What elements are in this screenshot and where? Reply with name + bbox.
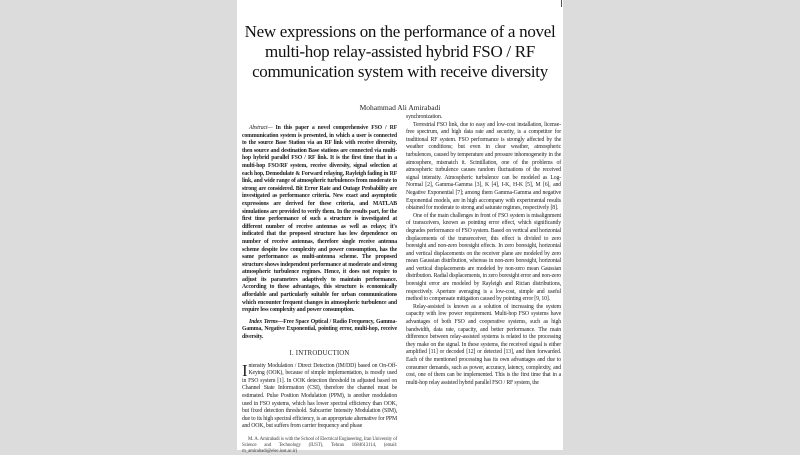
dropcap: I [242,360,248,380]
paper-title: New expressions on the performance of a novel multi-hop relay-assisted hybrid FSO / RF communication system with receive diversity [244,22,556,81]
page-edge-mark [561,0,562,7]
intro-paragraph [242,360,397,431]
index-terms [242,319,397,342]
paragraph: One of the main challenges in front of FSO system is misalignment of transceivers, known as pointing error effect, which significantly degrades performance of FSO system. Based on vertical and horizontal displacements of the transreceiver, this effect is divided to zero boresight and non-zero boresight effects. In zero boresight, horizontal and vertical displacements on the receiver plane are modeled by zero mean Gaussian distribution, whereas in non-zero boresight, horizontal and vertical displacements are modeled by non-zero mean Gaussian distribution. Radial displacements, in zero boresight error and non-zero boresight error are modeled by Rayleigh and Rician distributions, respectively. Aperture averaging is a low-cost, simple and useful method to compensate mitigation caused by pointing error [9, 10]. [406,212,561,303]
paragraph: synchronization. [406,114,443,120]
document-page [237,0,563,454]
paragraph: Relay-assisted is known as a solution of increasing the system capacity with low power requirement. Multi-hop FSO systems have advantages of both FSO and cooperative systems, such as high bandwidth, data rate, capacity, and better performance. The main difference between relay-assisted systems is related to the processing they make on the signal. In these systems, the received signal is either amplified [11] or decoded [12] or detected [13], and then forwarded. Each of the mentioned processing has its own advantages and due to consumer demands, such as power, accuracy, latency, complexity, and cost, one of them can be implemented. This is the first time that in a multi-hop relay assisted hybrid parallel FSO / RF system, the [406,303,561,386]
index-terms-label: Index Terms— [249,318,284,325]
left-column [242,125,397,455]
abstract-text: In this paper a novel comprehensive FSO / RF communication system is presented, in which a user is connected to the source Base Station via an RF link with receive diversity, then source and destination Base stations are connected via multi-hop hybrid parallel FSO / RF link. It is the first time that in a multi-hop FSO/RF system, receive diversity, signal selection at each hop, Demodulate & Forward relaying, Rayleigh fading in RF link, and wide range of atmospheric turbulences from moderate to strong are considered. Bit Error Rate and Outage Probability are investigated as performance criteria. New exact and asymptotic expressions are derived for these criteria, and MATLAB simulations are provided to verify them. In the results part, for the first time performance of such a structure is investigated at different number of receive antennas as well as relays; it's indicated that the proposed structure has low dependence on number of receive antennas, therefore single receive antenna scheme despite low complexity and power consumption, has the same performance as multi-antenna scheme. The proposed structure shows independent performance at moderate and strong atmospheric turbulence regimes. Hence, it does not require to adjust its parameters adaptively to maintain performance. According to these advantages, this structure is economically affordable and particularly suitable for urban communications which encounter frequent changes in atmospheric turbulence and require less complexity and power consumption. [242,125,397,314]
intro-text: ntensity Modulation / Direct Detection (IM/DD) based on On-Off-Keying (OOK), because of simple implementation, is mostly used in FSO system [1]. In OOK detection threshold in adjusted based on Channel State Information (CSI), therefore the channel must be estimated. Pulse Position Modulation (PPM), is another modulation used in FSO systems, which has lower spectral efficiency than OOK, but fixed detection threshold. Subcarrier Intensity Modulation (SIM), due to its high spectral efficiency, is an appropriate alternative for PPM and OOK, but suffers from carrier frequency and phase [242,362,397,430]
footnote: M. A. Amirabadi is with the School of Electrical Engineering, Iran University of Science and Technology (IUST), Tehran 1684613114, (email: m_amirabadi@elec.iust.ac.ir) [242,436,397,454]
right-column [406,114,561,387]
abstract [242,125,397,315]
paper-author: Mohammad Ali Amirabadi [359,103,441,112]
paragraph: Terrestrial FSO link, due to easy and low-cost installation, license-free spectrum, and high data rate and security, is a competitor for traditional RF system. FSO performance is strongly affected by the weather conditions; but even in clear weather, atmospheric turbulences, caused by temperature and pressure inhomogeneity in the atmosphere, mismatch it. Scintillation, one of the problems of atmospheric turbulence causes random fluctuations of the received signal intensity. Atmospheric turbulence can be modeled as Log-Normal [2], Gamma-Gamma [3], K [4], I-K, H-K [5], M [6], and Negative Exponential [7]; among them Gamma-Gamma and negative Exponential models, are in high accompany with experimental results obtained for moderate to strong and saturate regimes, respectively [8]. [406,121,561,212]
section-heading: I. INTRODUCTION [289,349,350,357]
index-terms-text: Free Space Optical / Radio Frequency, Gamma-Gamma, Negative Exponential, pointing error, multi-hop, receive diversity. [242,318,397,341]
abstract-label: Abstract— [249,125,273,131]
